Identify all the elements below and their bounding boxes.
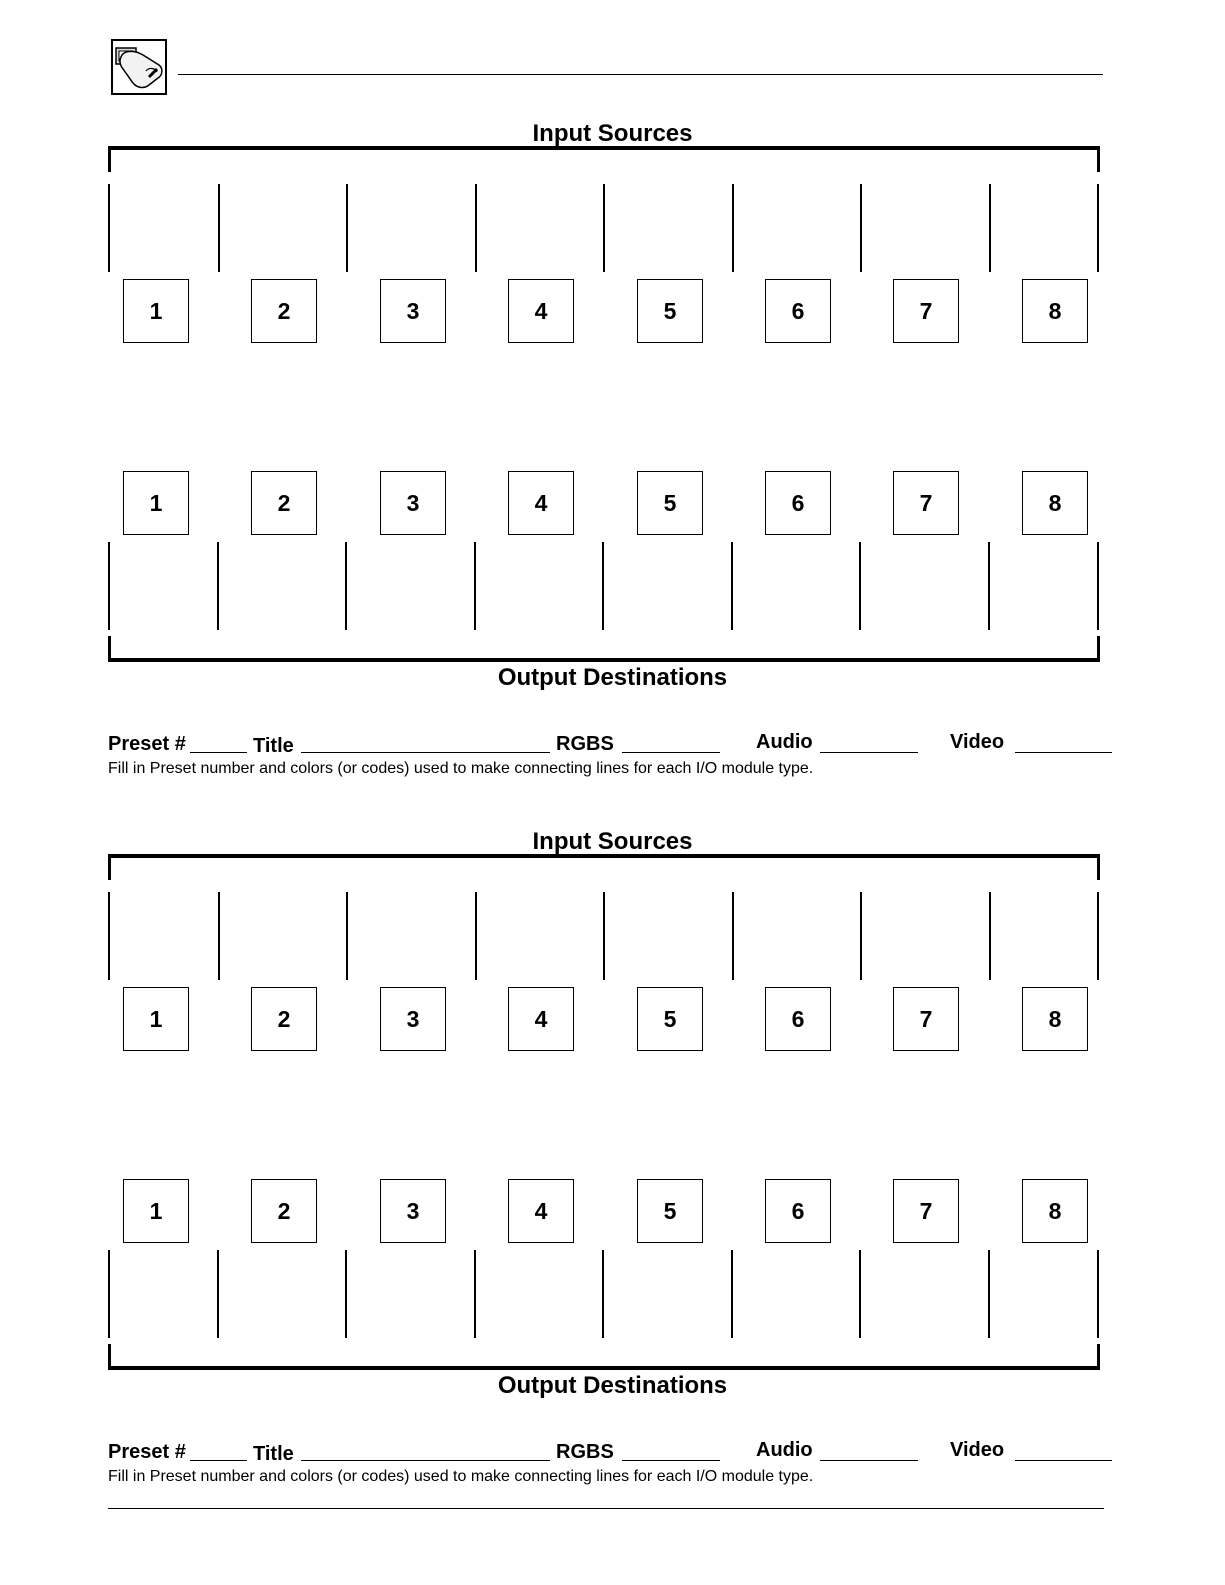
output-port-box: 2 — [251, 471, 317, 535]
input-sources-title: Input Sources — [532, 828, 693, 855]
rgbs-blank[interactable] — [622, 1460, 720, 1461]
output-tick — [345, 542, 347, 630]
input-port-box: 6 — [765, 279, 831, 343]
video-label: Video — [950, 1439, 1005, 1461]
input-tick — [1097, 892, 1099, 980]
output-tick — [988, 542, 990, 630]
output-tick — [1097, 542, 1099, 630]
input-port-box: 3 — [380, 987, 446, 1051]
output-tick — [108, 1250, 110, 1338]
rgbs-label: RGBS — [556, 733, 614, 755]
output-port-box: 1 — [123, 471, 189, 535]
output-tick — [217, 1250, 219, 1338]
input-port-box: 8 — [1022, 987, 1088, 1051]
audio-label: Audio — [756, 731, 813, 753]
input-port-box: 6 — [765, 987, 831, 1051]
input-tick — [218, 892, 220, 980]
output-tick — [988, 1250, 990, 1338]
input-bracket — [108, 146, 1100, 172]
input-tick — [475, 892, 477, 980]
input-sources-title: Input Sources — [532, 120, 693, 147]
input-tick — [603, 892, 605, 980]
output-tick — [602, 1250, 604, 1338]
output-port-box: 5 — [637, 471, 703, 535]
input-tick — [108, 892, 110, 980]
preset-number-label: Preset # — [108, 733, 186, 755]
preset-worksheet — [0, 0, 1225, 777]
output-tick — [1097, 1250, 1099, 1338]
input-port-box: 1 — [123, 279, 189, 343]
output-tick — [217, 542, 219, 630]
audio-blank[interactable] — [820, 1460, 918, 1461]
output-port-box: 3 — [380, 471, 446, 535]
output-port-box: 6 — [765, 1179, 831, 1243]
output-tick — [474, 542, 476, 630]
input-tick — [1097, 184, 1099, 272]
input-tick — [346, 184, 348, 272]
output-port-box: 8 — [1022, 1179, 1088, 1243]
preset-worksheet — [0, 708, 1225, 1485]
input-port-box: 5 — [637, 279, 703, 343]
output-port-box: 8 — [1022, 471, 1088, 535]
output-port-box: 2 — [251, 1179, 317, 1243]
input-tick — [989, 892, 991, 980]
preset-number-label: Preset # — [108, 1441, 186, 1463]
input-port-box: 5 — [637, 987, 703, 1051]
input-port-box: 4 — [508, 987, 574, 1051]
input-tick — [989, 184, 991, 272]
input-tick — [732, 892, 734, 980]
output-port-box: 7 — [893, 471, 959, 535]
form-instructions: Fill in Preset number and colors (or codes) used to make connecting lines for each I/O module type. — [108, 1468, 814, 1485]
input-tick — [218, 184, 220, 272]
output-port-box: 3 — [380, 1179, 446, 1243]
input-port-box: 4 — [508, 279, 574, 343]
output-tick — [731, 542, 733, 630]
input-tick — [860, 184, 862, 272]
input-port-box: 7 — [893, 987, 959, 1051]
video-blank[interactable] — [1015, 1460, 1112, 1461]
title-blank[interactable] — [301, 1460, 550, 1461]
input-port-box: 2 — [251, 987, 317, 1051]
input-port-box: 3 — [380, 279, 446, 343]
input-port-box: 2 — [251, 279, 317, 343]
input-port-box: 7 — [893, 279, 959, 343]
input-tick — [732, 184, 734, 272]
output-destinations-title: Output Destinations — [497, 664, 728, 691]
input-tick — [108, 184, 110, 272]
input-tick — [603, 184, 605, 272]
output-tick — [345, 1250, 347, 1338]
output-port-box: 4 — [508, 471, 574, 535]
video-label: Video — [950, 731, 1005, 753]
output-port-box: 6 — [765, 471, 831, 535]
form-instructions: Fill in Preset number and colors (or codes) used to make connecting lines for each I/O module type. — [108, 760, 814, 777]
output-port-box: 5 — [637, 1179, 703, 1243]
input-port-box: 8 — [1022, 279, 1088, 343]
input-port-box: 1 — [123, 987, 189, 1051]
input-tick — [860, 892, 862, 980]
input-tick — [475, 184, 477, 272]
input-bracket — [108, 854, 1100, 880]
output-port-box: 7 — [893, 1179, 959, 1243]
output-tick — [859, 1250, 861, 1338]
output-port-box: 1 — [123, 1179, 189, 1243]
output-bracket — [108, 636, 1100, 662]
title-label: Title — [253, 735, 294, 757]
output-port-box: 4 — [508, 1179, 574, 1243]
audio-label: Audio — [756, 1439, 813, 1461]
preset-form-row — [108, 1439, 1118, 1465]
title-label: Title — [253, 1443, 294, 1465]
footer-rule — [108, 1508, 1104, 1509]
output-tick — [474, 1250, 476, 1338]
output-bracket — [108, 1344, 1100, 1370]
output-tick — [859, 542, 861, 630]
output-tick — [108, 542, 110, 630]
output-tick — [602, 542, 604, 630]
output-tick — [731, 1250, 733, 1338]
preset-number-blank[interactable] — [190, 1460, 247, 1461]
rgbs-label: RGBS — [556, 1441, 614, 1463]
output-destinations-title: Output Destinations — [497, 1372, 728, 1399]
input-tick — [346, 892, 348, 980]
